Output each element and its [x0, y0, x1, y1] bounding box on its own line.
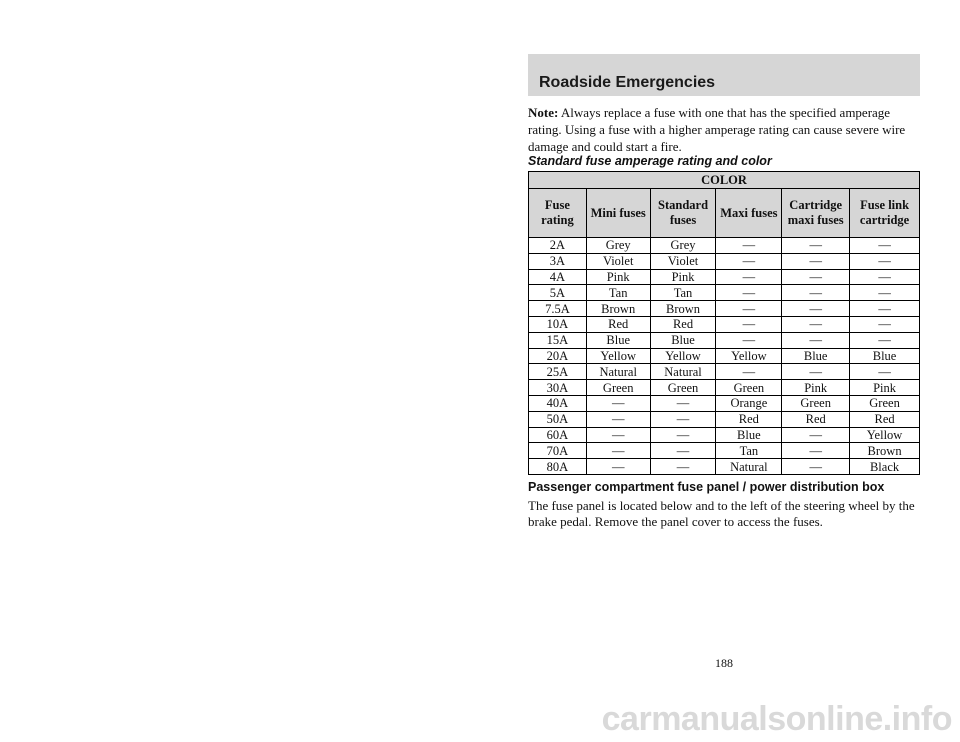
- table-row: [529, 332, 920, 348]
- table-cell: Yellow: [586, 348, 650, 364]
- table-cell: —: [850, 238, 920, 254]
- table-cell: —: [716, 269, 782, 285]
- table-cell: Grey: [650, 238, 716, 254]
- table-row: [529, 427, 920, 443]
- table-cell: —: [716, 301, 782, 317]
- table-cell: Pink: [586, 269, 650, 285]
- table-cell: —: [586, 459, 650, 475]
- table-cell: Green: [586, 380, 650, 396]
- table-cell: Orange: [716, 395, 782, 411]
- table-cell: Green: [850, 395, 920, 411]
- table-cell: —: [850, 301, 920, 317]
- table-cell: Tan: [716, 443, 782, 459]
- table-cell: 20A: [529, 348, 587, 364]
- table-cell: —: [586, 395, 650, 411]
- column-header: Maxi fuses: [716, 189, 782, 238]
- table-cell: Yellow: [850, 427, 920, 443]
- note-paragraph: [528, 104, 920, 155]
- table-cell: —: [716, 364, 782, 380]
- table-cell: —: [586, 427, 650, 443]
- table-cell: Pink: [650, 269, 716, 285]
- table-cell: Violet: [650, 253, 716, 269]
- table-cell: —: [850, 316, 920, 332]
- table-cell: —: [850, 364, 920, 380]
- fuse-color-table: [528, 171, 920, 475]
- table-cell: Blue: [586, 332, 650, 348]
- table-cell: Black: [850, 459, 920, 475]
- table-cell: 70A: [529, 443, 587, 459]
- table-cell: Blue: [850, 348, 920, 364]
- table-row: [529, 301, 920, 317]
- table-row: [529, 253, 920, 269]
- table-cell: Red: [650, 316, 716, 332]
- column-header: Fuse rating: [529, 189, 587, 238]
- page-number: 188: [715, 656, 733, 670]
- table-cell: —: [782, 443, 850, 459]
- table-cell: Green: [782, 395, 850, 411]
- table-cell: Brown: [650, 301, 716, 317]
- table-cell: 10A: [529, 316, 587, 332]
- table-cell: 60A: [529, 427, 587, 443]
- table-cell: —: [650, 459, 716, 475]
- table-cell: —: [716, 238, 782, 254]
- table-group-header: COLOR: [529, 172, 920, 189]
- table-cell: —: [650, 443, 716, 459]
- table-cell: —: [716, 285, 782, 301]
- table-cell: 40A: [529, 395, 587, 411]
- table-cell: Violet: [586, 253, 650, 269]
- table-cell: Red: [586, 316, 650, 332]
- table-row: [529, 443, 920, 459]
- table-cell: —: [586, 411, 650, 427]
- table-cell: Red: [782, 411, 850, 427]
- table-cell: —: [782, 253, 850, 269]
- column-header: Mini fuses: [586, 189, 650, 238]
- table-cell: —: [782, 269, 850, 285]
- table-cell: Red: [716, 411, 782, 427]
- table-cell: Blue: [650, 332, 716, 348]
- table-cell: Yellow: [650, 348, 716, 364]
- table-cell: Yellow: [716, 348, 782, 364]
- table-cell: Pink: [850, 380, 920, 396]
- table-cell: —: [650, 395, 716, 411]
- table-cell: Tan: [586, 285, 650, 301]
- table-row: [529, 269, 920, 285]
- table-cell: —: [850, 253, 920, 269]
- table-cell: Pink: [782, 380, 850, 396]
- table-row: [529, 348, 920, 364]
- table-row: [529, 395, 920, 411]
- table-cell: Red: [850, 411, 920, 427]
- table-cell: 15A: [529, 332, 587, 348]
- table-cell: Grey: [586, 238, 650, 254]
- table-cell: 7.5A: [529, 301, 587, 317]
- table-caption: Standard fuse amperage rating and color: [528, 154, 772, 168]
- table-row: [529, 285, 920, 301]
- fuse-panel-description: The fuse panel is located below and to the left of the steering wheel by the brake pedal. Remove the panel cover to access the fuses.: [528, 498, 915, 529]
- table-cell: Blue: [782, 348, 850, 364]
- table-row: [529, 459, 920, 475]
- table-cell: 3A: [529, 253, 587, 269]
- table-cell: —: [782, 285, 850, 301]
- table-cell: Natural: [586, 364, 650, 380]
- table-cell: 25A: [529, 364, 587, 380]
- table-cell: Green: [716, 380, 782, 396]
- table-cell: 80A: [529, 459, 587, 475]
- table-cell: 2A: [529, 238, 587, 254]
- table-cell: 50A: [529, 411, 587, 427]
- table-cell: Tan: [650, 285, 716, 301]
- table-cell: —: [716, 316, 782, 332]
- table-cell: —: [782, 301, 850, 317]
- table-cell: Brown: [586, 301, 650, 317]
- table-cell: —: [782, 316, 850, 332]
- table-cell: Brown: [850, 443, 920, 459]
- column-header: Cartridge maxi fuses: [782, 189, 850, 238]
- table-cell: 30A: [529, 380, 587, 396]
- table-cell: —: [586, 443, 650, 459]
- table-cell: Natural: [650, 364, 716, 380]
- table-cell: —: [782, 364, 850, 380]
- table-row: [529, 316, 920, 332]
- table-cell: —: [850, 269, 920, 285]
- table-cell: —: [850, 332, 920, 348]
- fuse-panel-section-title: Passenger compartment fuse panel / power distribution box: [528, 480, 885, 494]
- table-cell: —: [650, 427, 716, 443]
- table-row: [529, 238, 920, 254]
- note-text: Always replace a fuse with one that has the specified amperage rating. Using a fuse with a higher amperage rating can cause severe wire damage and could start a fire.: [528, 105, 906, 154]
- table-cell: —: [716, 332, 782, 348]
- table-cell: Blue: [716, 427, 782, 443]
- section-header-bar: [528, 54, 920, 96]
- table-row: [529, 411, 920, 427]
- table-cell: —: [782, 238, 850, 254]
- table-cell: —: [782, 459, 850, 475]
- table-cell: 4A: [529, 269, 587, 285]
- table-cell: 5A: [529, 285, 587, 301]
- table-row: [529, 380, 920, 396]
- column-header: Fuse link cartridge: [850, 189, 920, 238]
- table-cell: —: [716, 253, 782, 269]
- table-cell: —: [850, 285, 920, 301]
- table-cell: Natural: [716, 459, 782, 475]
- table-cell: —: [782, 427, 850, 443]
- table-cell: Green: [650, 380, 716, 396]
- watermark-logo: carmanualsonline.info: [601, 700, 952, 738]
- note-label: Note:: [528, 105, 559, 120]
- table-row: [529, 364, 920, 380]
- table-cell: —: [782, 332, 850, 348]
- table-cell: —: [650, 411, 716, 427]
- column-header: Standard fuses: [650, 189, 716, 238]
- section-title-heading: Roadside Emergencies: [539, 74, 716, 91]
